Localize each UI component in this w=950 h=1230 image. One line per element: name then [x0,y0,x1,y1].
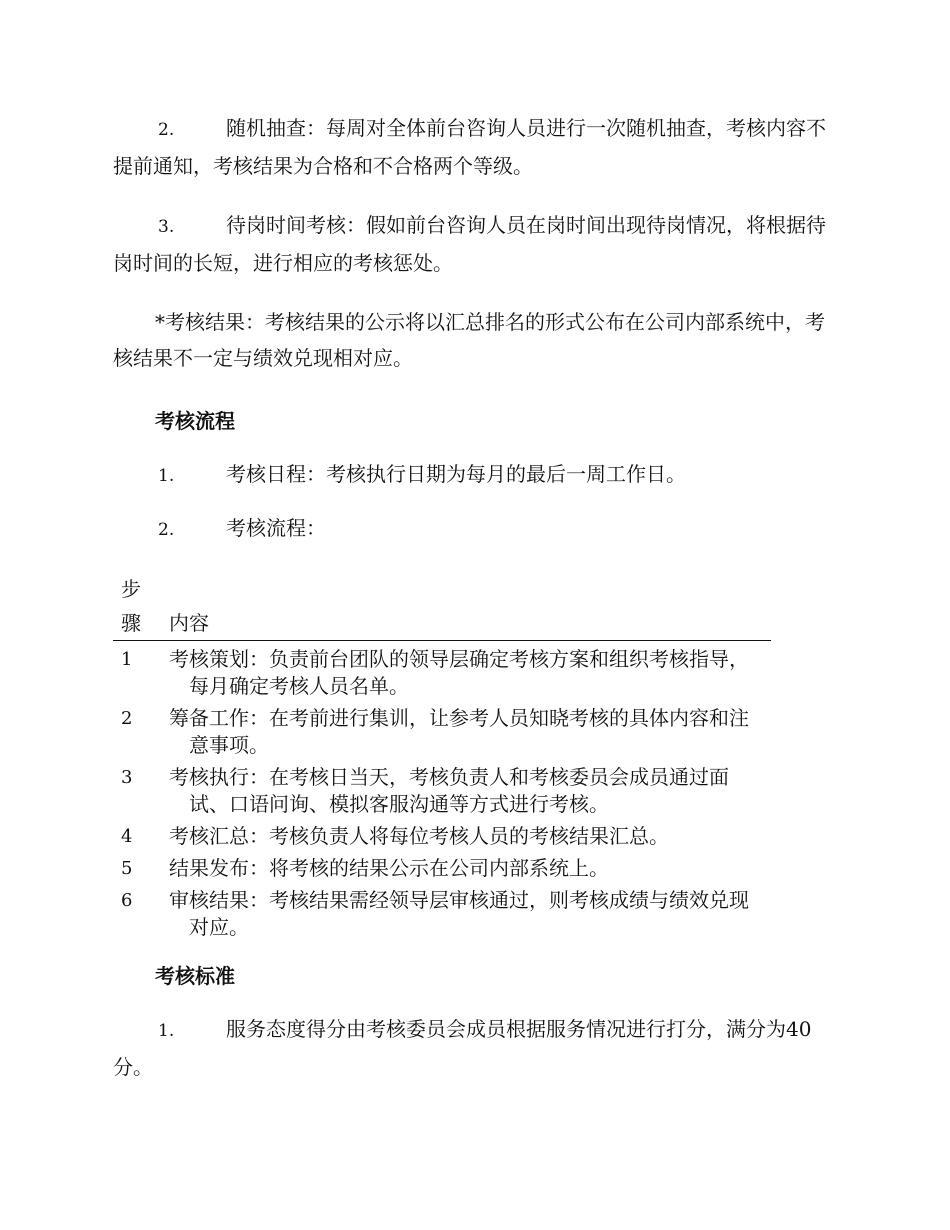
table-row [113,882,771,941]
step-number: 2 [121,708,133,729]
list-number: 2. [158,520,175,540]
paragraph-text: 服务态度得分由考核委员会成员根据服务情况进行打分，满分为40分。 [113,1017,812,1079]
paragraph-text: 待岗时间考核：假如前台咨询人员在岗时间出现待岗情况，将根据待岗时间的长短，进行相应的考核惩处。 [113,213,826,275]
list-number: 1. [158,466,175,486]
paragraph-text: 随机抽查：每周对全体前台咨询人员进行一次随机抽查，考核内容不提前通知，考核结果为合格和不合格两个等级。 [113,116,826,178]
section-heading-standard: 考核标准 [155,964,235,988]
step-content: 筹备工作：在考前进行集训，让参考人员知晓考核的具体内容和注意事项。 [169,706,749,757]
paragraph-assessment-result [113,304,835,376]
column-header-step: 步骤 [113,568,169,641]
step-content: 审核结果：考核结果需经领导层审核通过，则考核成绩与绩效兑现对应。 [169,888,749,939]
table-row [113,759,771,818]
process-item-flow [113,510,835,548]
step-number: 1 [121,649,133,670]
table-header-row [113,568,771,641]
list-number: 3. [158,217,175,237]
process-item-schedule [113,456,835,494]
paragraph-text: *考核结果：考核结果的公示将以汇总排名的形式公布在公司内部系统中，考核结果不一定与绩效兑现相对应。 [113,310,825,370]
column-header-content: 内容 [169,568,771,641]
list-number: 1. [158,1021,175,1041]
section-heading-process: 考核流程 [155,409,235,433]
step-number: 6 [121,890,133,911]
table-row [113,641,771,701]
standard-item-service-attitude [113,1011,835,1085]
step-number: 3 [121,767,133,788]
paragraph-text: 考核日程：考核执行日期为每月的最后一周工作日。 [226,462,686,486]
paragraph-text: 考核流程： [226,516,326,540]
process-steps-table [113,568,771,941]
step-number: 4 [121,826,133,847]
table-row [113,700,771,759]
paragraph-standby-assessment [113,207,835,281]
step-content: 考核执行：在考核日当天，考核负责人和考核委员会成员通过面试、口语问询、模拟客服沟通等方式进行考核。 [169,765,729,816]
table-row [113,850,771,882]
step-content: 结果发布：将考核的结果公示在公司内部系统上。 [169,856,609,880]
paragraph-random-check [113,110,835,184]
table-row [113,818,771,850]
step-number: 5 [121,858,133,879]
list-number: 2. [158,120,175,140]
step-content: 考核汇总：考核负责人将每位考核人员的考核结果汇总。 [169,824,669,848]
step-content: 考核策划：负责前台团队的领导层确定考核方案和组织考核指导，每月确定考核人员名单。 [169,647,749,698]
